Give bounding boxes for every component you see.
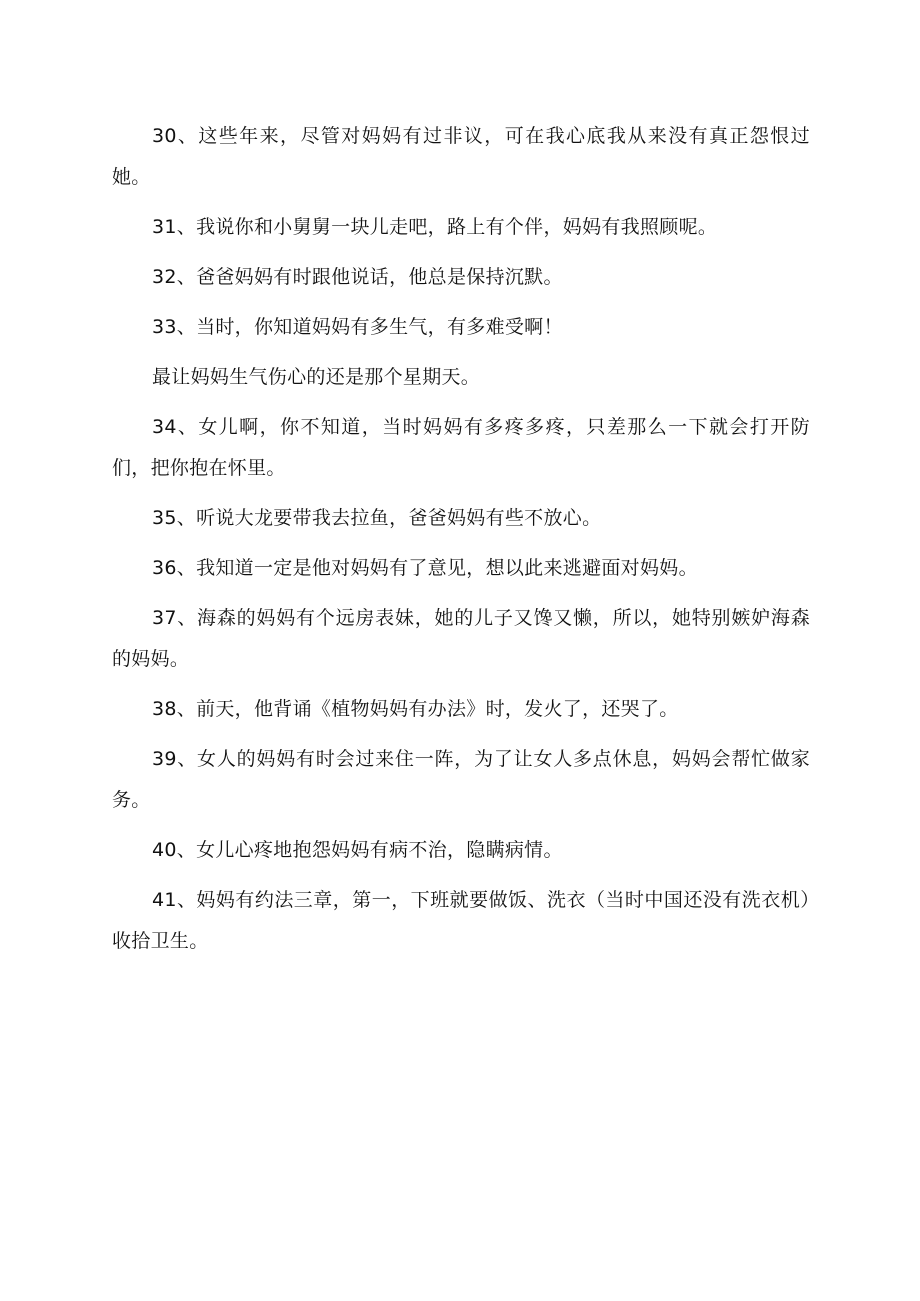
paragraph-spacer [112,539,810,548]
paragraph-spacer [112,348,810,357]
paragraph-spacer [112,298,810,307]
paragraph-30: 30、这些年来，尽管对妈妈有过非议，可在我心底我从来没有真正怨恨过她。 [112,125,810,188]
paragraph-40: 40、女儿心疼地抱怨妈妈有病不治，隐瞒病情。 [152,839,563,861]
paragraph-spacer [112,198,810,207]
paragraph-39: 39、女人的妈妈有时会过来住一阵，为了让女人多点休息，妈妈会帮忙做家务。 [112,748,810,811]
paragraph-32: 32、爸爸妈妈有时跟他说话，他总是保持沉默。 [152,266,563,288]
paragraph-spacer [112,730,810,739]
paragraph-33-continued: 最让妈妈生气伤心的还是那个星期天。 [152,366,481,388]
paragraph-spacer [112,589,810,598]
paragraph-spacer [112,489,810,498]
paragraph-31: 31、我说你和小舅舅一块儿走吧，路上有个伴，妈妈有我照顾呢。 [152,216,718,238]
paragraph-spacer [112,821,810,830]
paragraph-35: 35、听说大龙要带我去拉鱼，爸爸妈妈有些不放心。 [152,507,602,529]
paragraph-36: 36、我知道一定是他对妈妈有了意见，想以此来逃避面对妈妈。 [152,557,698,579]
paragraph-spacer [112,248,810,257]
paragraph-33: 33、当时，你知道妈妈有多生气，有多难受啊！ [152,316,563,338]
paragraph-37: 37、海森的妈妈有个远房表妹，她的儿子又馋又懒，所以，她特别嫉妒海森的妈妈。 [112,607,810,670]
paragraph-spacer [112,871,810,880]
paragraph-spacer [112,680,810,689]
paragraph-41: 41、妈妈有约法三章，第一，下班就要做饭、洗衣（当时中国还没有洗衣机）收拾卫生。 [112,889,810,952]
document-body [112,116,810,962]
paragraph-34: 34、女儿啊，你不知道，当时妈妈有多疼多疼，只差那么一下就会打开防们，把你抱在怀里。 [112,416,810,479]
paragraph-spacer [112,398,810,407]
paragraph-38: 38、前天，他背诵《植物妈妈有办法》时，发火了，还哭了。 [152,698,679,720]
